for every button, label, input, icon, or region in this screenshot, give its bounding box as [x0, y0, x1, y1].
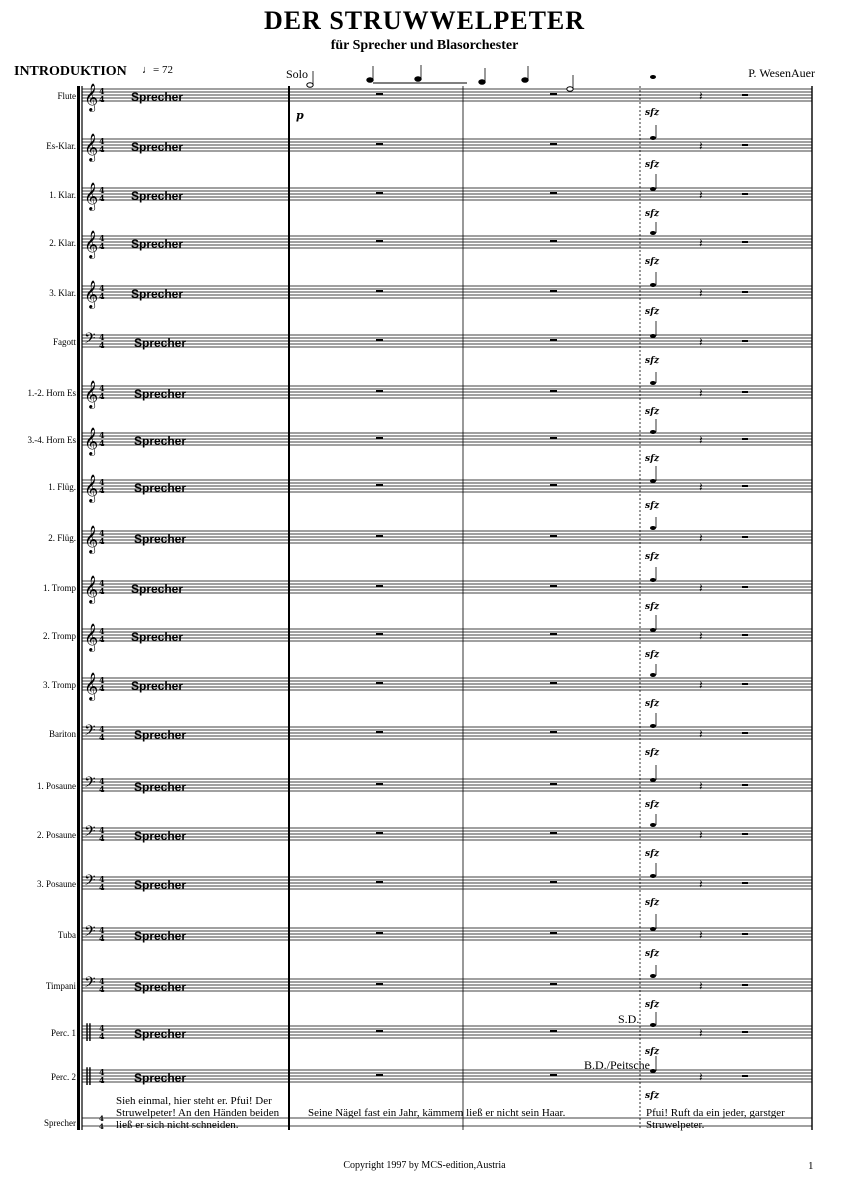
sfz-dynamic: sfz — [645, 454, 660, 464]
sfz-dynamic: sfz — [645, 1047, 660, 1057]
time-signature-bottom: 4 — [99, 94, 105, 104]
note-head — [650, 823, 656, 827]
time-signature-bottom: 4 — [99, 536, 105, 546]
melody-note — [367, 78, 373, 83]
quarter-rest-icon: 𝄽 — [699, 1070, 703, 1084]
time-signature-bottom: 4 — [99, 1031, 105, 1041]
staff-label: Perc. 1 — [51, 1028, 76, 1038]
sprecher-text-1: Sieh einmal, hier steht er. Pfui! Der Struwelpeter! An den Händen beiden ließ er sich nicht schneiden. — [116, 1095, 280, 1131]
half-rest — [742, 438, 748, 440]
whole-rest — [376, 832, 383, 834]
note-head — [650, 136, 656, 140]
half-rest — [742, 933, 748, 935]
whole-rest — [376, 192, 383, 194]
staff-label: 3. Tromp — [42, 680, 76, 690]
half-rest — [742, 984, 748, 986]
sfz-dynamic: sfz — [645, 1091, 660, 1101]
whole-rest — [550, 484, 557, 486]
half-rest — [742, 485, 748, 487]
time-signature-top: 4 — [99, 976, 105, 986]
quarter-rest-icon: 𝄽 — [699, 727, 703, 741]
whole-rest — [376, 535, 383, 537]
staff-label: 1. Tromp — [42, 583, 76, 593]
quarter-rest-icon: 𝄽 — [699, 828, 703, 842]
note-head — [650, 430, 656, 434]
note-head — [650, 578, 656, 582]
quarter-rest-icon: 𝄽 — [699, 779, 703, 793]
time-signature-bottom: 4 — [99, 391, 105, 401]
sprecher-cue: Sprecher — [131, 90, 184, 104]
treble-clef-icon: 𝄞 — [84, 182, 99, 210]
whole-rest — [376, 1030, 383, 1032]
sprecher-cue: Sprecher — [134, 336, 187, 350]
half-rest — [742, 193, 748, 195]
note-head — [650, 974, 656, 978]
staff-label: Flute — [57, 91, 76, 101]
sfz-dynamic: sfz — [645, 898, 660, 908]
staff-label: 2. Posaune — [37, 830, 76, 840]
note-head — [650, 187, 656, 191]
time-signature-bottom: 4 — [99, 438, 105, 448]
sprecher-cue: Sprecher — [134, 1071, 187, 1085]
sprecher-cue: Sprecher — [134, 878, 187, 892]
half-rest — [742, 536, 748, 538]
half-rest — [742, 94, 748, 96]
staff-label: 1. Posaune — [37, 781, 76, 791]
piano-dynamic: p — [296, 109, 304, 122]
sprecher-cue: Sprecher — [134, 481, 187, 495]
time-signature-top: 4 — [99, 925, 105, 935]
whole-rest — [550, 932, 557, 934]
sprecher-cue: Sprecher — [131, 287, 184, 301]
staff-label: Es-Klar. — [46, 141, 76, 151]
whole-rest — [550, 783, 557, 785]
quarter-rest-icon: 𝄽 — [699, 139, 703, 153]
quarter-rest-icon: 𝄽 — [699, 531, 703, 545]
sfz-dynamic: sfz — [645, 552, 660, 562]
time-signature-top: 4 — [99, 724, 105, 734]
perc-clef-icon: ‖ — [84, 1021, 93, 1042]
time-signature-top: 4 — [99, 825, 105, 835]
note-head — [650, 381, 656, 385]
whole-rest — [376, 143, 383, 145]
copyright-notice: Copyright 1997 by MCS-edition,Austria — [343, 1160, 506, 1171]
time-signature-top: 4 — [99, 528, 105, 538]
whole-rest — [550, 585, 557, 587]
staff-label: 2. Tromp — [42, 631, 76, 641]
time-signature-bottom: 4 — [99, 340, 105, 350]
perc-clef-icon: ‖ — [84, 1065, 93, 1086]
sprecher-cue: Sprecher — [131, 189, 184, 203]
sfz-dynamic: sfz — [645, 501, 660, 511]
time-signature-top: 4 — [99, 1067, 105, 1077]
half-rest — [742, 1075, 748, 1077]
whole-rest — [550, 1030, 557, 1032]
treble-clef-icon: 𝄞 — [84, 427, 99, 455]
solo-marking: Solo — [286, 67, 309, 81]
time-signature-top: 4 — [99, 776, 105, 786]
sprecher-text-3: Pfui! Ruft da ein jeder, garstger Struwelpeter. — [646, 1107, 785, 1131]
quarter-rest-icon: 𝄽 — [699, 678, 703, 692]
whole-rest — [376, 290, 383, 292]
whole-rest — [376, 240, 383, 242]
sfz-dynamic: sfz — [645, 800, 660, 810]
time-signature-top: 4 — [99, 626, 105, 636]
whole-rest — [550, 832, 557, 834]
note-head — [650, 628, 656, 632]
quarter-rest-icon: 𝄽 — [699, 89, 703, 103]
note-head — [650, 334, 656, 338]
bass-clef-icon: 𝄢 — [84, 923, 96, 944]
whole-rest — [376, 390, 383, 392]
time-signature-top: 4 — [99, 136, 105, 146]
whole-rest — [376, 983, 383, 985]
time-signature-bottom: 4 — [99, 1075, 105, 1085]
treble-clef-icon: 𝄞 — [84, 280, 99, 308]
whole-rest — [550, 682, 557, 684]
bass-clef-icon: 𝄢 — [84, 774, 96, 795]
half-rest — [742, 833, 748, 835]
melody-note — [479, 80, 485, 85]
half-rest — [742, 391, 748, 393]
whole-rest — [550, 437, 557, 439]
time-signature-top: 4 — [99, 1023, 105, 1033]
sfz-dynamic: sfz — [645, 356, 660, 366]
sfz-dynamic: sfz — [645, 209, 660, 219]
staff-label-sprecher: Sprecher — [44, 1118, 76, 1128]
half-rest — [742, 732, 748, 734]
staff-label: 3. Posaune — [37, 879, 76, 889]
whole-rest — [376, 339, 383, 341]
sprecher-cue: Sprecher — [131, 679, 184, 693]
half-rest — [742, 340, 748, 342]
half-rest — [742, 882, 748, 884]
quarter-rest-icon: 𝄽 — [699, 581, 703, 595]
note-head — [650, 927, 656, 931]
sfz-dynamic: sfz — [645, 257, 660, 267]
snare-drum-label: S.D. — [618, 1012, 640, 1026]
staff-label: 2. Klar. — [49, 238, 76, 248]
treble-clef-icon: 𝄞 — [84, 474, 99, 502]
composer-name: P. WesenAuer — [748, 66, 815, 80]
treble-clef-icon: 𝄞 — [84, 575, 99, 603]
whole-rest — [550, 1074, 557, 1076]
whole-rest — [376, 881, 383, 883]
treble-clef-icon: 𝄞 — [84, 230, 99, 258]
staff-label: Bariton — [49, 729, 76, 739]
note-head — [650, 673, 656, 677]
sfz-dynamic: sfz — [645, 602, 660, 612]
staff-label: Timpani — [45, 981, 76, 991]
time-signature-bottom: 4 — [99, 683, 105, 693]
treble-clef-icon: 𝄞 — [84, 83, 99, 111]
melody-note — [567, 87, 573, 92]
half-rest — [742, 634, 748, 636]
time-signature-top: 4 — [99, 477, 105, 487]
note-head — [650, 283, 656, 287]
time-signature-bottom: 4 — [99, 1122, 104, 1131]
sprecher-cue: Sprecher — [131, 582, 184, 596]
quarter-rest-icon: 𝄽 — [699, 480, 703, 494]
bass-clef-icon: 𝄢 — [84, 974, 96, 995]
quarter-rest-icon: 𝄽 — [699, 979, 703, 993]
quarter-rest-icon: 𝄽 — [699, 1026, 703, 1040]
whole-rest — [376, 93, 383, 95]
time-signature-bottom: 4 — [99, 634, 105, 644]
sprecher-cue: Sprecher — [134, 929, 187, 943]
time-signature-top: 4 — [99, 185, 105, 195]
time-signature-top: 4 — [99, 233, 105, 243]
whole-rest — [376, 633, 383, 635]
time-signature-bottom: 4 — [99, 984, 105, 994]
time-signature-top: 4 — [99, 1114, 104, 1123]
bass-clef-icon: 𝄢 — [84, 823, 96, 844]
half-rest — [742, 144, 748, 146]
time-signature-bottom: 4 — [99, 784, 105, 794]
quarter-rest-icon: 𝄽 — [699, 629, 703, 643]
half-rest — [742, 784, 748, 786]
whole-rest — [550, 535, 557, 537]
time-signature-top: 4 — [99, 86, 105, 96]
time-signature-top: 4 — [99, 430, 105, 440]
sfz-dynamic: sfz — [645, 949, 660, 959]
whole-rest — [376, 484, 383, 486]
staff-label: 3. Klar. — [49, 288, 76, 298]
staff-label: 1.-2. Horn Es — [27, 388, 76, 398]
staff-label: 1. Flüg. — [48, 482, 76, 492]
half-rest — [742, 683, 748, 685]
time-signature-bottom: 4 — [99, 291, 105, 301]
sprecher-cue: Sprecher — [134, 532, 187, 546]
note-head — [650, 479, 656, 483]
staff-label: Tuba — [57, 930, 76, 940]
whole-rest — [550, 881, 557, 883]
whole-rest — [376, 682, 383, 684]
sfz-dynamic: sfz — [645, 407, 660, 417]
sprecher-cue: Sprecher — [134, 829, 187, 843]
whole-rest — [550, 731, 557, 733]
sprecher-cue: Sprecher — [131, 630, 184, 644]
staff-label: Fagott — [52, 337, 76, 347]
whole-rest — [550, 983, 557, 985]
time-signature-bottom: 4 — [99, 144, 105, 154]
treble-clef-icon: 𝄞 — [84, 623, 99, 651]
whole-rest — [376, 585, 383, 587]
sprecher-cue: Sprecher — [134, 728, 187, 742]
whole-rest — [550, 633, 557, 635]
time-signature-bottom: 4 — [99, 933, 105, 943]
sfz-dynamic: sfz — [645, 1000, 660, 1010]
treble-clef-icon: 𝄞 — [84, 380, 99, 408]
sprecher-text-2: Seine Nägel fast ein Jahr, kämmem ließ er nicht sein Haar. — [308, 1107, 566, 1119]
sfz-dynamic: sfz — [645, 160, 660, 170]
time-signature-bottom: 4 — [99, 586, 105, 596]
time-signature-top: 4 — [99, 675, 105, 685]
half-rest — [742, 586, 748, 588]
whole-rest — [550, 290, 557, 292]
note-head — [650, 1069, 656, 1073]
staff-label: Perc. 2 — [51, 1072, 76, 1082]
note-head — [650, 874, 656, 878]
sfz-dynamic: sfz — [645, 748, 660, 758]
sprecher-cue: Sprecher — [134, 434, 187, 448]
page-number: 1 — [808, 1160, 814, 1172]
staff-label: 1. Klar. — [49, 190, 76, 200]
bass-clef-icon: 𝄢 — [84, 722, 96, 743]
whole-rest — [550, 390, 557, 392]
time-signature-top: 4 — [99, 874, 105, 884]
half-rest — [742, 1031, 748, 1033]
staff-label: 2. Flüg. — [48, 533, 76, 543]
time-signature-bottom: 4 — [99, 833, 105, 843]
quarter-rest-icon: 𝄽 — [699, 433, 703, 447]
note-head — [650, 75, 656, 79]
system-bracket — [77, 86, 80, 1130]
half-rest — [742, 291, 748, 293]
sfz-dynamic: sfz — [645, 849, 660, 859]
sfz-dynamic: sfz — [645, 650, 660, 660]
melody-note — [307, 83, 313, 88]
note-head — [650, 724, 656, 728]
whole-rest — [376, 437, 383, 439]
note-head — [650, 231, 656, 235]
melody-note — [415, 77, 421, 82]
whole-rest — [550, 240, 557, 242]
staff-label: 3.-4. Horn Es — [27, 435, 76, 445]
time-signature-bottom: 4 — [99, 882, 105, 892]
quarter-rest-icon: 𝄽 — [699, 286, 703, 300]
sfz-dynamic: sfz — [645, 108, 660, 118]
section-heading: INTRODUKTION — [14, 64, 127, 79]
score-title: DER STRUWWELPETER — [263, 6, 586, 35]
melody-note — [522, 78, 528, 83]
half-rest — [742, 241, 748, 243]
sprecher-cue: Sprecher — [134, 1027, 187, 1041]
note-head — [650, 778, 656, 782]
sprecher-cue: Sprecher — [134, 387, 187, 401]
quarter-rest-icon: 𝄽 — [699, 335, 703, 349]
bass-clef-icon: 𝄢 — [84, 330, 96, 351]
sfz-dynamic: sfz — [645, 699, 660, 709]
quarter-rest-icon: 𝄽 — [699, 877, 703, 891]
whole-rest — [550, 192, 557, 194]
time-signature-bottom: 4 — [99, 241, 105, 251]
time-signature-top: 4 — [99, 283, 105, 293]
quarter-rest-icon: 𝄽 — [699, 928, 703, 942]
whole-rest — [376, 932, 383, 934]
tempo-marking: ♩= 72 — [142, 64, 173, 76]
whole-rest — [376, 1074, 383, 1076]
quarter-rest-icon: 𝄽 — [699, 236, 703, 250]
note-head — [650, 1023, 656, 1027]
sprecher-cue: Sprecher — [134, 980, 187, 994]
bass-drum-label: B.D./Peitsche — [584, 1058, 650, 1072]
whole-rest — [550, 143, 557, 145]
sprecher-cue: Sprecher — [131, 237, 184, 251]
quarter-rest-icon: 𝄽 — [699, 188, 703, 202]
score-subtitle: für Sprecher und Blasorchester — [330, 38, 519, 53]
treble-clef-icon: 𝄞 — [84, 525, 99, 553]
time-signature-bottom: 4 — [99, 485, 105, 495]
whole-rest — [376, 783, 383, 785]
sprecher-cue: Sprecher — [134, 780, 187, 794]
treble-clef-icon: 𝄞 — [84, 672, 99, 700]
note-head — [650, 526, 656, 530]
time-signature-bottom: 4 — [99, 732, 105, 742]
time-signature-bottom: 4 — [99, 193, 105, 203]
quarter-rest-icon: 𝄽 — [699, 386, 703, 400]
treble-clef-icon: 𝄞 — [84, 133, 99, 161]
whole-rest — [376, 731, 383, 733]
time-signature-top: 4 — [99, 332, 105, 342]
whole-rest — [550, 339, 557, 341]
time-signature-top: 4 — [99, 578, 105, 588]
bass-clef-icon: 𝄢 — [84, 872, 96, 893]
sfz-dynamic: sfz — [645, 307, 660, 317]
time-signature-top: 4 — [99, 383, 105, 393]
whole-rest — [550, 93, 557, 95]
sprecher-cue: Sprecher — [131, 140, 184, 154]
